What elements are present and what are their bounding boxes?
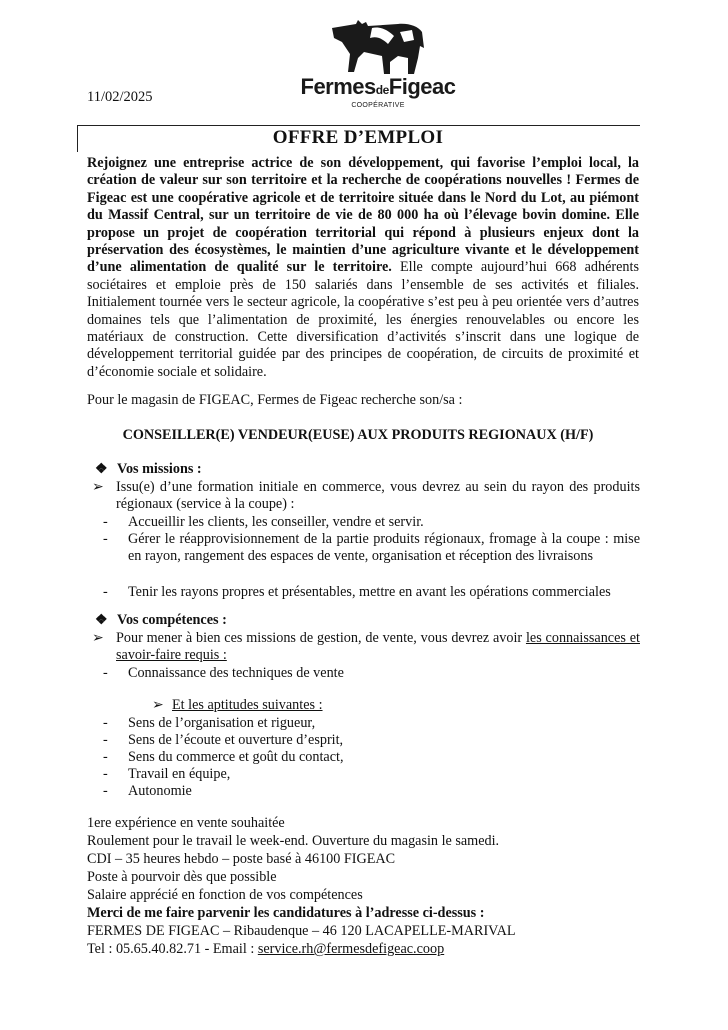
missions-intro: ➢ Issu(e) d’une formation initiale en commerce, vous devrez au sein du rayon des produits régionaux (service à la coupe) : bbox=[92, 479, 640, 513]
footer-line: Salaire apprécié en fonction de vos compétences bbox=[87, 887, 363, 903]
aptitude-item: - Autonomie bbox=[103, 783, 192, 799]
diamond-bullet-icon: ❖ bbox=[95, 461, 108, 477]
postal-address: FERMES DE FIGEAC – Ribaudenque – 46 120 LACAPELLE-MARIVAL bbox=[87, 923, 516, 939]
page-title: OFFRE D’EMPLOI bbox=[272, 127, 444, 148]
lead-sentence: Pour le magasin de FIGEAC, Fermes de Figeac recherche son/sa : bbox=[87, 392, 463, 408]
arrow-bullet-icon: ➢ bbox=[92, 630, 104, 646]
aptitude-item: - Sens de l’organisation et rigueur, bbox=[103, 715, 316, 731]
job-title: CONSEILLER(E) VENDEUR(EUSE) AUX PRODUITS REGIONAUX (H/F) bbox=[122, 427, 594, 443]
application-instruction: Merci de me faire parvenir les candidatures à l’adresse ci-dessus : bbox=[87, 905, 485, 921]
arrow-bullet-icon: ➢ bbox=[152, 697, 164, 713]
email-link[interactable]: service.rh@fermesdefigeac.coop bbox=[257, 941, 445, 957]
mission-item: - Tenir les rayons propres et présentables, mettre en avant les opérations commerciales bbox=[103, 584, 611, 600]
contact-line: Tel : 05.65.40.82.71 - Email : service.rh@fermesdefigeac.coop bbox=[87, 941, 445, 957]
diamond-bullet-icon: ❖ bbox=[95, 612, 108, 628]
footer-line: Poste à pourvoir dès que possible bbox=[87, 869, 277, 885]
aptitudes-heading: ➢ Et les aptitudes suivantes : bbox=[152, 697, 323, 713]
cow-icon bbox=[328, 18, 428, 76]
footer-line: CDI – 35 heures hebdo – poste basé à 46100 FIGEAC bbox=[87, 851, 396, 867]
aptitude-item: - Sens de l’écoute et ouverture d’esprit, bbox=[103, 732, 344, 748]
document-date: 11/02/2025 bbox=[87, 89, 153, 105]
logo-wordmark: FermesdeFigeac bbox=[300, 74, 456, 99]
intro-normal-text: Elle compte aujourd’hui 668 adhérents sociétaires et emploie près de 150 salariés dans l’ensemble de ses activités et filiales. Initialement tournée vers le secteur agricole, la coopérative s’est peu à peu orientée vers d’autres domaines tels que l’alimentation de proximité, les énergies renouvelables ou encore les matériaux de construction. Cette diversification d’activités s’inscrit dans une logique de développement territorial guidée par des principes de coopération, de circuits de proximité et d’économie sociale et solidaire. bbox=[87, 259, 639, 380]
missions-heading: ❖ Vos missions : bbox=[95, 461, 202, 477]
company-logo bbox=[298, 18, 458, 113]
competences-heading: ❖ Vos compétences : bbox=[95, 612, 227, 628]
mission-item: - Accueillir les clients, les conseiller, vendre et servir. bbox=[103, 514, 424, 530]
competences-intro: ➢ Pour mener à bien ces missions de gestion, de vente, vous devrez avoir les connaissances et savoir-faire requis : bbox=[92, 630, 640, 664]
footer-line: 1ere expérience en vente souhaitée bbox=[87, 815, 285, 831]
arrow-bullet-icon: ➢ bbox=[92, 479, 104, 495]
footer-details bbox=[87, 814, 647, 958]
knowledge-item: - Connaissance des techniques de vente bbox=[103, 665, 344, 681]
footer-line: Roulement pour le travail le week-end. Ouverture du magasin le samedi. bbox=[87, 833, 500, 849]
intro-bold-text: Rejoignez une entreprise actrice de son développement, qui favorise l’emploi local, la création de valeur sur son territoire et la recherche de coopérations nouvelles ! Fermes de Figeac est une coopérative agricole et de territoire située dans le Nord du Lot, au piémont du Massif Central, sur un territoire de vie de 80 000 ha où l’élevage bovin domine. Elle propose un projet de coopération territorial qui répond à plusieurs enjeux dont la préservation des écosystèmes, le maintien d’une agriculture vivante et le développement d’une alimentation de qualité sur le territoire. bbox=[87, 155, 639, 276]
aptitude-item: - Sens du commerce et goût du contact, bbox=[103, 749, 344, 765]
logo-subtitle: COOPÉRATIVE bbox=[351, 102, 405, 109]
aptitude-item: - Travail en équipe, bbox=[103, 766, 231, 782]
company-intro bbox=[87, 155, 639, 381]
mission-item: - Gérer le réapprovisionnement de la partie produits régionaux, fromage à la coupe : mise en rayon, rangement des espaces de vente, organisation et réception des livraisons bbox=[103, 531, 640, 565]
